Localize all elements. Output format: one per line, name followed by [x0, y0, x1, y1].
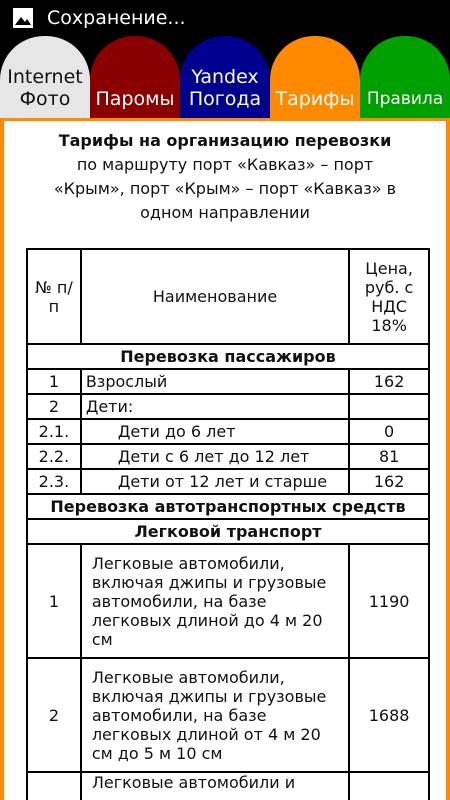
tab-yandex-weather[interactable] [180, 36, 270, 118]
cell-num: 2.1. [27, 419, 81, 444]
cell-price: 1688 [349, 658, 429, 772]
table-row [27, 369, 429, 394]
cell-num: 1 [27, 369, 81, 394]
header-num: № п/п [27, 249, 81, 344]
tariff-table [26, 248, 430, 800]
tariffs-content[interactable] [0, 118, 450, 800]
tab-label: Погода [188, 88, 262, 110]
tab-label: Паромы [95, 88, 175, 110]
section-row [27, 344, 429, 369]
section-vehicles: Перевозка автотранспортных средств [27, 494, 429, 519]
status-bar [0, 0, 450, 36]
table-row [27, 419, 429, 444]
table-row [27, 658, 429, 772]
cell-price: 162 [349, 469, 429, 494]
table-header-row [27, 249, 429, 344]
section-cars: Легковой транспорт [27, 519, 429, 544]
cell-num: 2.3. [27, 469, 81, 494]
tab-ferries[interactable] [90, 36, 180, 118]
table-row [27, 469, 429, 494]
cell-name: Дети до 6 лет [81, 419, 349, 444]
table-row [27, 772, 429, 800]
cell-name: Дети: [81, 394, 349, 419]
cell-name: Дети с 6 лет до 12 лет [81, 444, 349, 469]
cell-num: 2.2. [27, 444, 81, 469]
section-passengers: Перевозка пассажиров [27, 344, 429, 369]
cell-name: Легковые автомобили и [81, 772, 349, 800]
cell-num: 1 [27, 544, 81, 658]
header-price: Цена, руб. с НДС 18% [349, 249, 429, 344]
cell-price: 81 [349, 444, 429, 469]
status-text: Сохранение... [47, 7, 186, 29]
cell-price: 0 [349, 419, 429, 444]
cell-name: Взрослый [81, 369, 349, 394]
header-name: Наименование [81, 249, 349, 344]
table-row [27, 544, 429, 658]
cell-num: 2 [27, 658, 81, 772]
tab-rules[interactable] [360, 36, 450, 118]
tab-label: Правила [366, 89, 444, 109]
tab-label: Yandex [191, 66, 259, 88]
tab-label: Фото [19, 88, 71, 110]
tab-tariffs[interactable] [270, 36, 360, 118]
tab-label: Internet [7, 66, 83, 88]
table-row [27, 394, 429, 419]
table-row [27, 444, 429, 469]
cell-price [349, 772, 429, 800]
cell-price: 162 [349, 369, 429, 394]
cell-num: 2 [27, 394, 81, 419]
tab-bar [0, 36, 450, 118]
cell-price [349, 394, 429, 419]
tab-internet-photo[interactable] [0, 36, 90, 118]
document-heading [4, 129, 446, 225]
section-row [27, 519, 429, 544]
cell-price: 1190 [349, 544, 429, 658]
cell-num [27, 772, 81, 800]
cell-name: Дети от 12 лет и старше [81, 469, 349, 494]
tab-label: Тарифы [275, 88, 355, 110]
document-title: Тарифы на организацию перевозки [58, 131, 392, 150]
image-icon [12, 7, 34, 29]
section-row [27, 494, 429, 519]
cell-name: Легковые автомобили, включая джипы и грузовые автомобили, на базе легковых длиной до 4 м 20 см [81, 544, 349, 658]
document-subtitle: по маршруту порт «Кавказ» – порт «Крым», порт «Крым» – порт «Кавказ» в одном направлении [53, 155, 397, 222]
cell-name: Легковые автомобили, включая джипы и грузовые автомобили, на базе легковых длиной от 4 м 20 см до 5 м 10 см [81, 658, 349, 772]
